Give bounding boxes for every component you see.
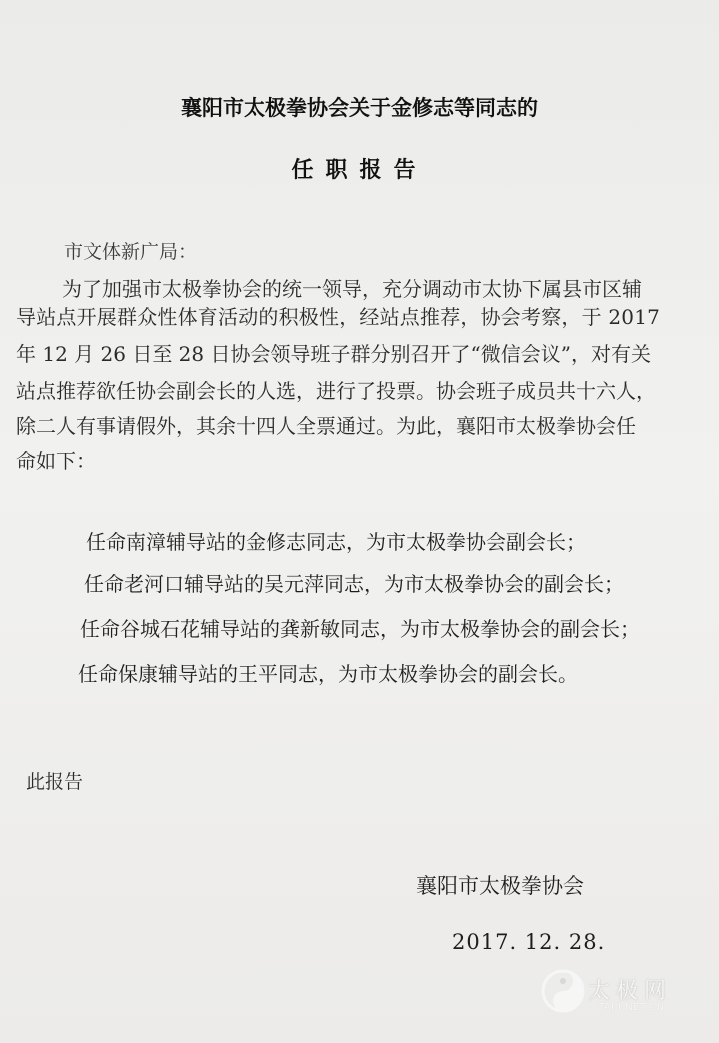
body-line: 命如下： bbox=[16, 449, 96, 473]
taiji-logo-icon bbox=[540, 968, 586, 1014]
signature-org: 襄阳市太极拳协会 bbox=[416, 874, 584, 898]
body-line: 除二人有事请假外，其余十四人全票通过。为此，襄阳市太极拳协会任 bbox=[16, 414, 636, 438]
watermark-text: 太极网 bbox=[588, 979, 673, 1004]
recipient-line: 市文体新广局： bbox=[64, 241, 198, 263]
appointment-item: 任命谷城石花辅导站的龚新敏同志，为市太极拳协会的副会长； bbox=[80, 617, 640, 641]
appointment-item: 任命老河口辅导站的吴元萍同志，为市太极拳协会的副会长； bbox=[84, 572, 624, 596]
document-subtitle: 任职报告 bbox=[291, 158, 428, 183]
body-line: 年 12 月 26 日至 28 日协会领导班子群分别召开了“微信会议”，对有关 bbox=[16, 342, 651, 366]
body-line: 导站点开展群众性体育活动的积极性，经站点推荐，协会考察，于 2017 bbox=[16, 305, 661, 329]
appointment-item: 任命南漳辅导站的金修志同志，为市太极拳协会副会长； bbox=[86, 530, 586, 554]
signature-date: 2017. 12. 28. bbox=[452, 930, 606, 954]
appointment-item: 任命保康辅导站的王平同志，为市太极拳协会的副会长。 bbox=[78, 662, 578, 686]
watermark-url: TAIJI.NET.CN bbox=[598, 1002, 665, 1013]
site-watermark bbox=[540, 968, 690, 1018]
body-line: 站点推荐欲任协会副会长的人选，进行了投票。协会班子成员共十六人， bbox=[16, 379, 656, 403]
closing-line: 此报告 bbox=[26, 771, 84, 793]
body-line: 为了加强市太极拳协会的统一领导，充分调动市太协下属县市区辅 bbox=[62, 277, 642, 301]
document-title: 襄阳市太极拳协会关于金修志等同志的 bbox=[181, 96, 538, 120]
